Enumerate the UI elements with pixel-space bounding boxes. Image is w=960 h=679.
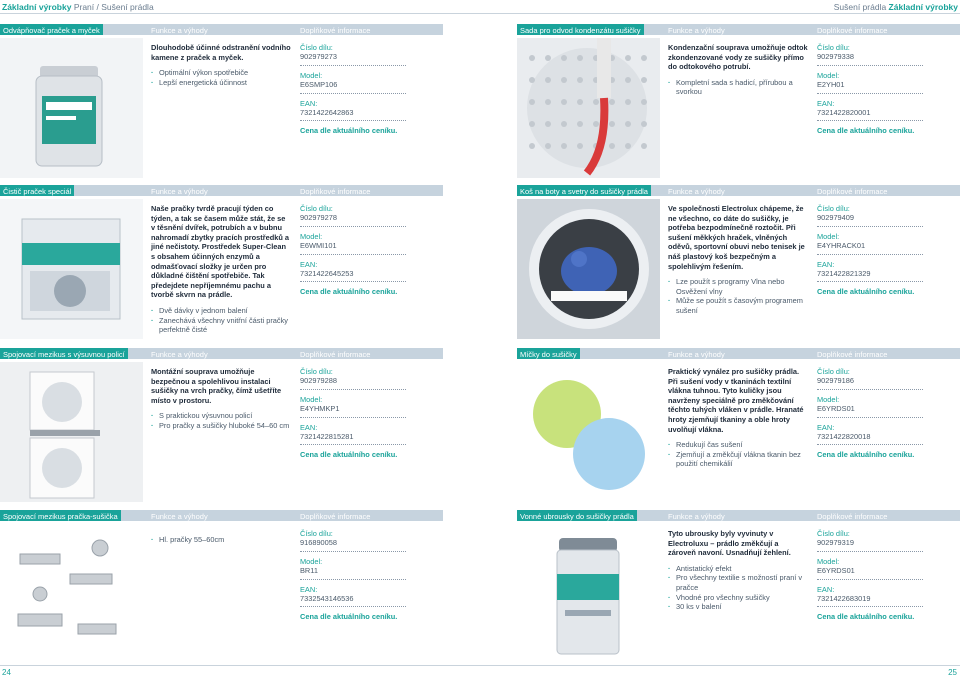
stacking-brackets-icon [0,524,143,664]
feature-list [151,68,291,87]
part-no-value: 902979319 [817,538,923,551]
model-label: Model: [817,231,840,241]
part-no-label: Číslo dílu: [300,204,333,213]
feature-item: · Optimální výkon spotřebiče [151,68,291,78]
header-right: Sušení prádla Základní výrobky [833,2,958,12]
section-header [517,24,960,35]
part-no-label: Číslo dílu: [817,43,850,52]
part-no-label: Číslo dílu: [300,529,333,538]
section-header [0,348,443,359]
product-info [817,43,923,136]
section-title: Koš na boty a svetry do sušičky prádla [517,185,651,196]
feature-item: · Pro pračky a sušičky hluboké 54–60 cm [151,421,291,431]
descaler-bottle-icon [0,38,143,178]
ean-label: EAN: [817,98,835,108]
product-description [151,43,291,87]
product-info [300,204,406,297]
section-title: Vonné ubrousky do sušičky prádla [517,510,637,521]
product-info [300,367,406,460]
price-note: Cena dle aktuálního ceníku. [817,126,915,136]
product-intro: Naše pračky tvrdě pracují týden co týden, a tak se časem může stát, že se v těsnění dvířek, potrubích a v bubnu nahromadí zbytky pracích prostředků a jiné nečistoty. Prostředek Super-Clean s obsahem účinných enzymů a odmašťovací složky je určen pro důkladné čištění spotřebiče. Tak předejdete nepříjemnému pachu a tvorbě skvrn na prádle. [151,204,289,300]
ean-value: 7321422815281 [300,432,406,445]
part-no-value: 902979288 [300,376,406,389]
extra-info-label: Doplňkové informace [300,349,371,359]
functions-label: Funkce a výhody [668,511,725,521]
dryer-balls-icon [517,362,660,502]
feature-item: · Lze použít s programy Vlna nebo Osvěžení vlny [668,277,808,296]
price-note: Cena dle aktuálního ceníku. [300,287,398,297]
feature-item: · Hl. pračky 55–60cm [151,535,291,545]
product-description [151,367,291,431]
ean-label: EAN: [817,584,835,594]
product-intro: Dlouhodobě účinné odstranění vodního kamene z praček a myček. [151,43,291,62]
product-intro: Montážní souprava umožňuje bezpečnou a spolehlivou instalaci sušičky na vrch pračky, čímž ušetříte místo v prostoru. [151,367,282,405]
extra-info-label: Doplňkové informace [817,511,888,521]
product-description [668,43,808,97]
model-value: E6YRDS01 [817,404,923,417]
part-no-label: Číslo dílu: [300,43,333,52]
functions-label: Funkce a výhody [151,349,208,359]
section-header [0,24,443,35]
page-number-left: 24 [2,668,11,677]
extra-info-label: Doplňkové informace [817,186,888,196]
feature-item: · Lepší energetická účinnost [151,78,291,88]
feature-item: · Redukují čas sušení [668,440,808,450]
price-note: Cena dle aktuálního ceníku. [300,126,398,136]
part-no-value: 902979278 [300,213,406,226]
feature-list [151,306,291,335]
model-value: E4YHRACK01 [817,241,923,254]
scented-sheets-icon [517,524,660,664]
model-label: Model: [300,556,323,566]
product-description [151,204,291,335]
model-label: Model: [817,556,840,566]
product-description [668,367,808,469]
feature-list [151,535,291,545]
product-description [151,529,291,545]
product-info [817,204,923,297]
part-no-value: 916890058 [300,538,406,551]
ean-label: EAN: [817,422,835,432]
functions-label: Funkce a výhody [151,186,208,196]
section-title: Sada pro odvod kondenzátu sušičky [517,24,644,35]
product-description [668,204,808,316]
header-left: Základní výrobky Praní / Sušení prádla [2,2,154,12]
extra-info-label: Doplňkové informace [817,25,888,35]
section-title: Míčky do sušičky [517,348,580,359]
feature-list [668,78,808,97]
model-value: E6YRDS01 [817,566,923,579]
extra-info-label: Doplňkové informace [817,349,888,359]
part-no-value: 902979338 [817,52,923,65]
part-no-label: Číslo dílu: [817,529,850,538]
ean-value: 7321422820018 [817,432,923,445]
product-info [817,529,923,622]
price-note: Cena dle aktuálního ceníku. [817,287,915,297]
extra-info-label: Doplňkové informace [300,186,371,196]
section-header [0,510,443,521]
page-header [0,0,960,14]
model-label: Model: [300,231,323,241]
model-value: BR11 [300,566,406,579]
ean-label: EAN: [300,259,318,269]
functions-label: Funkce a výhody [668,349,725,359]
feature-list [668,277,808,315]
model-value: E4YHMKP1 [300,404,406,417]
price-note: Cena dle aktuálního ceníku. [300,612,398,622]
ean-label: EAN: [300,422,318,432]
product-intro: Tyto ubrousky byly vyvinuty v Electroluxu – prádlo změkčují a zároveň navoní. Usnadňují žehlení. [668,529,791,558]
feature-item: · S praktickou výsuvnou policí [151,411,291,421]
part-no-value: 902979186 [817,376,923,389]
part-no-value: 902979273 [300,52,406,65]
functions-label: Funkce a výhody [668,25,725,35]
ean-label: EAN: [817,259,835,269]
ean-value: 7321422645253 [300,269,406,282]
header-divider [0,13,960,14]
feature-item: · Zjemňují a změkčují vlákna tkanin bez použití chemikálií [668,450,808,469]
drain-hose-icon [517,38,660,178]
section-title: Spojovací mezikus s výsuvnou policí [0,348,128,359]
feature-item: · Antistatický efekt [668,564,808,574]
ean-value: 7332543146536 [300,594,406,607]
model-label: Model: [300,70,323,80]
page-number-right: 25 [948,668,957,677]
feature-item: · 30 ks v balení [668,602,808,612]
model-label: Model: [817,70,840,80]
stacking-kit-icon [0,362,143,502]
product-intro: Ve společnosti Electrolux chápeme, že ne všechno, co dáte do sušičky, je potřeba bezpodmínečně roztočit. Při sušení měkkých hraček, vlněných oděvů, sportovní obuvi nebo tenisek je náš plastový koš bezpečným a spolehlivým řešením. [668,204,805,271]
cleaner-box-icon [0,199,143,339]
ean-label: EAN: [300,98,318,108]
part-no-label: Číslo dílu: [817,204,850,213]
feature-item: · Kompletní sada s hadicí, přírubou a svorkou [668,78,808,97]
extra-info-label: Doplňkové informace [300,25,371,35]
section-title: Spojovací mezikus pračka-sušička [0,510,121,521]
price-note: Cena dle aktuálního ceníku. [817,450,915,460]
ean-value: 7321422683019 [817,594,923,607]
ean-value: 7321422821329 [817,269,923,282]
product-intro: Kondenzační souprava umožňuje odtok zkondenzované vody ze sušičky přímo do odtokového potrubí. [668,43,808,72]
functions-label: Funkce a výhody [151,25,208,35]
part-no-label: Číslo dílu: [817,367,850,376]
section-header [517,348,960,359]
footer-divider [0,665,960,666]
section-title: Odvápňovač praček a myček [0,24,103,35]
section-header [517,185,960,196]
feature-item: · Vhodné pro všechny sušičky [668,593,808,603]
feature-list [668,564,808,612]
ean-value: 7321422642863 [300,108,406,121]
section-header [517,510,960,521]
model-value: E6WMI101 [300,241,406,254]
functions-label: Funkce a výhody [668,186,725,196]
model-label: Model: [300,394,323,404]
model-value: E6SMP106 [300,80,406,93]
extra-info-label: Doplňkové informace [300,511,371,521]
product-info [300,529,406,622]
feature-list [668,440,808,469]
product-description [668,529,808,612]
feature-item: · Může se použít s časovým programem sušení [668,296,808,315]
part-no-value: 902979409 [817,213,923,226]
product-info [300,43,406,136]
feature-list [151,411,291,430]
section-title: Čistič praček speciál [0,185,74,196]
feature-item: · Zanechává všechny vnitřní části pračky perfektně čisté [151,316,291,335]
section-header [0,185,443,196]
functions-label: Funkce a výhody [151,511,208,521]
product-intro: Praktický vynález pro sušičky prádla. Při sušení vody v tkaninách textilní vlákna tuhnou. Tyto kuličky jsou navrženy speciálně pro změkčování těchto tuhých vláken v prádle. Hranaté hroty zjemňují tkaniny a oble hroty uvolňují vlákna. [668,367,804,434]
feature-item: · Pro všechny textilie s možností praní v pračce [668,573,808,592]
price-note: Cena dle aktuálního ceníku. [817,612,915,622]
product-info [817,367,923,460]
ean-label: EAN: [300,584,318,594]
model-label: Model: [817,394,840,404]
ean-value: 7321422820001 [817,108,923,121]
part-no-label: Číslo dílu: [300,367,333,376]
price-note: Cena dle aktuálního ceníku. [300,450,398,460]
dryer-rack-icon [517,199,660,339]
model-value: E2YH01 [817,80,923,93]
feature-item: · Dvě dávky v jednom balení [151,306,291,316]
